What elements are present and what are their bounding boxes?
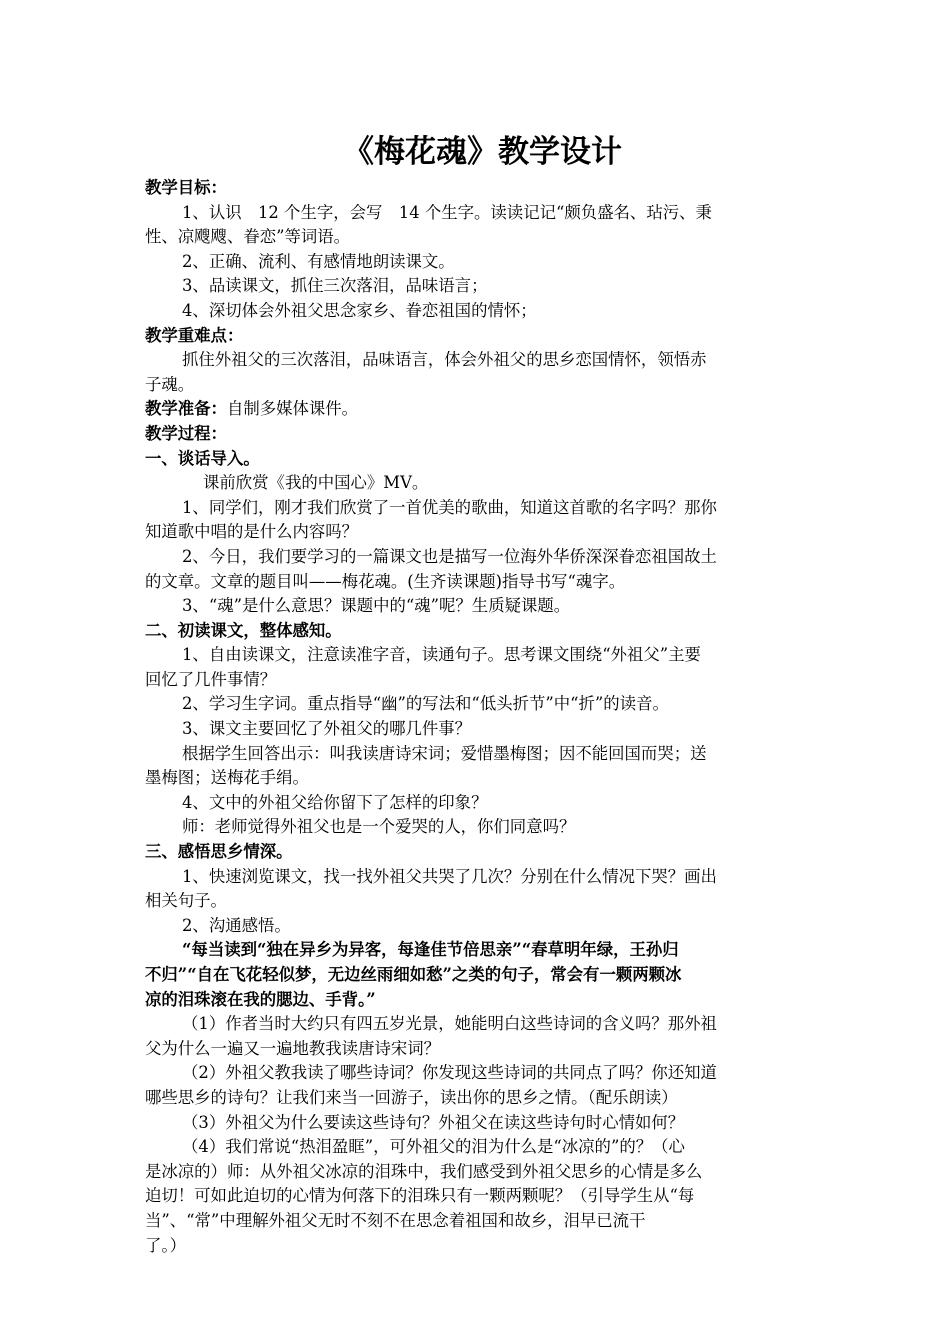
section-heading: 教学过程： bbox=[145, 423, 227, 443]
paragraph-line: （1）作者当时大约只有四五岁光景，她能明白这些诗词的含义吗？那外祖 bbox=[182, 1014, 717, 1034]
paragraph-line bbox=[145, 397, 810, 422]
paragraph-line: 2、学习生字词。重点指导“幽”的写法和“低头折节”中“折”的读音。 bbox=[182, 694, 669, 714]
section-heading: 三、感悟思乡情深。 bbox=[145, 842, 293, 862]
paragraph-line: 4、深切体会外祖父思念家乡、眷恋祖国的情怀； bbox=[182, 300, 537, 320]
paragraph-line: 4、文中的外祖父给你留下了怎样的印象？ bbox=[182, 792, 488, 812]
paragraph-line: 当”、“常”中理解外祖父无时不刻不在思念着祖国和故乡，泪早已流干 bbox=[145, 1210, 646, 1230]
section-heading: 一、谈话导入。 bbox=[145, 448, 260, 468]
section-label: 教学准备： bbox=[145, 399, 227, 419]
paragraph-line: 是冰凉的）师：从外祖父冰凉的泪珠中，我们感受到外祖父思乡的心情是多么 bbox=[145, 1161, 703, 1181]
document-body bbox=[145, 176, 810, 1258]
paragraph-line: 哪些思乡的诗句？让我们来当一回游子，读出你的思乡之情。（配乐朗读） bbox=[145, 1087, 678, 1107]
paragraph-line: 了。） bbox=[145, 1235, 186, 1255]
paragraph-line: （2）外祖父教我读了哪些诗词？你发现这些诗词的共同点了吗？你还知道 bbox=[182, 1063, 717, 1083]
document-title: 《梅花魂》教学设计 bbox=[343, 134, 622, 170]
paragraph-line: “每当读到“独在异乡为异客，每逢佳节倍思亲”“春草明年绿，王孙归 bbox=[182, 940, 679, 960]
section-heading: 教学目标： bbox=[145, 178, 227, 197]
paragraph-line: 1、自由读课文，注意读准字音，读通句子。思考课文围绕“外祖父”主要 bbox=[182, 645, 701, 665]
paragraph-line: 1、快速浏览课文，找一找外祖父共哭了几次？分别在什么情况下哭？画出 bbox=[182, 866, 717, 886]
paragraph-line: 不归”“自在飞花轻似梦，无边丝雨细如愁”之类的句子，常会有一颗两颗冰 bbox=[145, 965, 682, 984]
paragraph-line: 1、同学们，刚才我们欣赏了一首优美的歌曲，知道这首歌的名字吗？那你 bbox=[182, 497, 717, 517]
paragraph-line: 2、正确、流利、有感情地朗读课文。 bbox=[182, 251, 455, 271]
paragraph-line: 1、认识 12 个生字，会写 14 个生字。读读记记“颇负盛名、玷污、秉 bbox=[182, 202, 712, 222]
paragraph-line: 墨梅图；送梅花手绢。 bbox=[145, 768, 309, 788]
paragraph-line: 3、“魂”是什么意思？课题中的“魂”呢？生质疑课题。 bbox=[182, 596, 571, 616]
paragraph-line: 2、今日，我们要学习的一篇课文也是描写一位海外华侨深深眷恋祖国故土 bbox=[182, 546, 717, 566]
paragraph-line: 相关句子。 bbox=[145, 891, 227, 911]
paragraph-line: 性、凉飕飕、眷恋”等词语。 bbox=[145, 227, 351, 247]
paragraph-line: 父为什么一遍又一遍地教我读唐诗宋词？ bbox=[145, 1038, 441, 1058]
paragraph-line: 子魂。 bbox=[145, 374, 195, 394]
paragraph-line: 抓住外祖父的三次落泪，品味语言，体会外祖父的思乡恋国情怀，领悟赤 bbox=[182, 350, 707, 370]
paragraph-line: （3）外祖父为什么要读这些诗句？外祖父在读这些诗句时心情如何？ bbox=[182, 1112, 685, 1132]
section-heading: 二、初读课文，整体感知。 bbox=[145, 620, 342, 640]
paragraph-line: 回忆了几件事情？ bbox=[145, 669, 277, 689]
paragraph-line: 课前欣赏《我的中国心》MV。 bbox=[203, 473, 429, 493]
paragraph-line: 根据学生回答出示：叫我读唐诗宋词；爱惜墨梅图；因不能回国而哭；送 bbox=[182, 743, 707, 763]
section-heading: 教学重难点： bbox=[145, 325, 244, 345]
paragraph-line: 3、品读课文，抓住三次落泪，品味语言； bbox=[182, 276, 488, 296]
section-text: 自制多媒体课件。 bbox=[226, 399, 359, 419]
paragraph-line: 知道歌中唱的是什么内容吗？ bbox=[145, 522, 359, 542]
paragraph-line: 师：老师觉得外祖父也是一个爱哭的人，你们同意吗？ bbox=[182, 817, 576, 837]
paragraph-line: 2、沟通感悟。 bbox=[182, 915, 291, 935]
paragraph-line: 的文章。文章的题目叫——梅花魂。(生齐读课题)指导书写“魂字。 bbox=[145, 571, 626, 591]
paragraph-line: （4）我们常说“热泪盈眶”，可外祖父的泪为什么是“冰凉的”的？（心 bbox=[182, 1137, 685, 1157]
paragraph-line: 凉的泪珠滚在我的腮边、手背。” bbox=[145, 989, 376, 1009]
paragraph-line: 迫切！可如此迫切的心情为何落下的泪珠只有一颗两颗呢？（引导学生从“每 bbox=[145, 1186, 695, 1206]
paragraph-line: 3、课文主要回忆了外祖父的哪几件事？ bbox=[182, 719, 472, 739]
